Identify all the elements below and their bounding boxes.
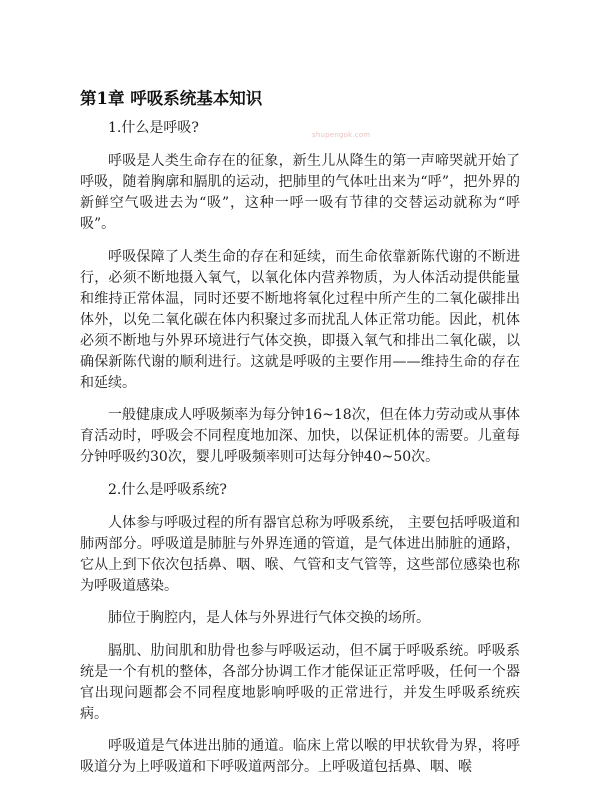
paragraph: 肺位于胸腔内，是人体与外界进行气体交换的场所。 (108, 610, 430, 626)
watermark-text: shupengok.com (312, 131, 371, 139)
section-question-2: 2.什么是呼吸系统? (108, 481, 227, 498)
paragraph: 人体参与呼吸过程的所有器官总称为呼吸系统， 主要包括呼吸道和肺两部分。呼吸道是肺脏与外界连通的管道，是气体进出肺脏的通路，它从上到下依次包括鼻、咽、喉、气管和支气管等，这些部位感染也称为呼吸道感染。 (80, 514, 520, 594)
paragraph: 呼吸是人类生命存在的征象，新生儿从降生的第一声啼哭就开始了呼吸，随着胸廓和膈肌的运动，把肺里的气体吐出来为“呼”，把外界的新鲜空气吸进去为“吸”，这种一呼一吸有节律的交替运动就称为“呼吸”。 (80, 153, 520, 232)
paragraph: 膈肌、肋间肌和肋骨也参与呼吸运动，但不属于呼吸系统。呼吸系统是一个有机的整体，各部分协调工作才能保证正常呼吸，任何一个器官出现问题都会不同程度地影响呼吸的正常进行，并发生呼吸系统疾病。 (80, 642, 520, 722)
paragraph: 一般健康成人呼吸频率为每分钟16~18次，但在体力劳动或从事体育活动时，呼吸会不同程度地加深、加快，以保证机体的需要。儿童每分钟呼吸约30次，婴儿呼吸频率则可达每分钟40~50次。 (80, 407, 520, 465)
body-text (80, 118, 520, 790)
paragraph: 呼吸保障了人类生命的存在和延续，而生命依靠新陈代谢的不断进行，必须不断地摄入氧气，以氧化体内营养物质，为人体活动提供能量和维持正常体温，同时还要不断地将氧化过程中所产生的二氧化碳排出体外，以免二氧化碳在体内积聚过多而扰乱人体正常功能。因此，机体必须不断地与外界环境进行气体交换，即摄入氧气和排出二氧化碳，以确保新陈代谢的顺利进行。这就是呼吸的主要作用——维持生命的存在和延续。 (80, 248, 520, 391)
chapter-title: 第1章 呼吸系统基本知识 (80, 89, 263, 108)
paragraph: 呼吸道是气体进出肺的通道。临床上常以喉的甲状软骨为界，将呼吸道分为上呼吸道和下呼吸道两部分。上呼吸道包括鼻、咽、喉 (80, 738, 520, 775)
section-question-1: 1.什么是呼吸? (108, 120, 199, 136)
